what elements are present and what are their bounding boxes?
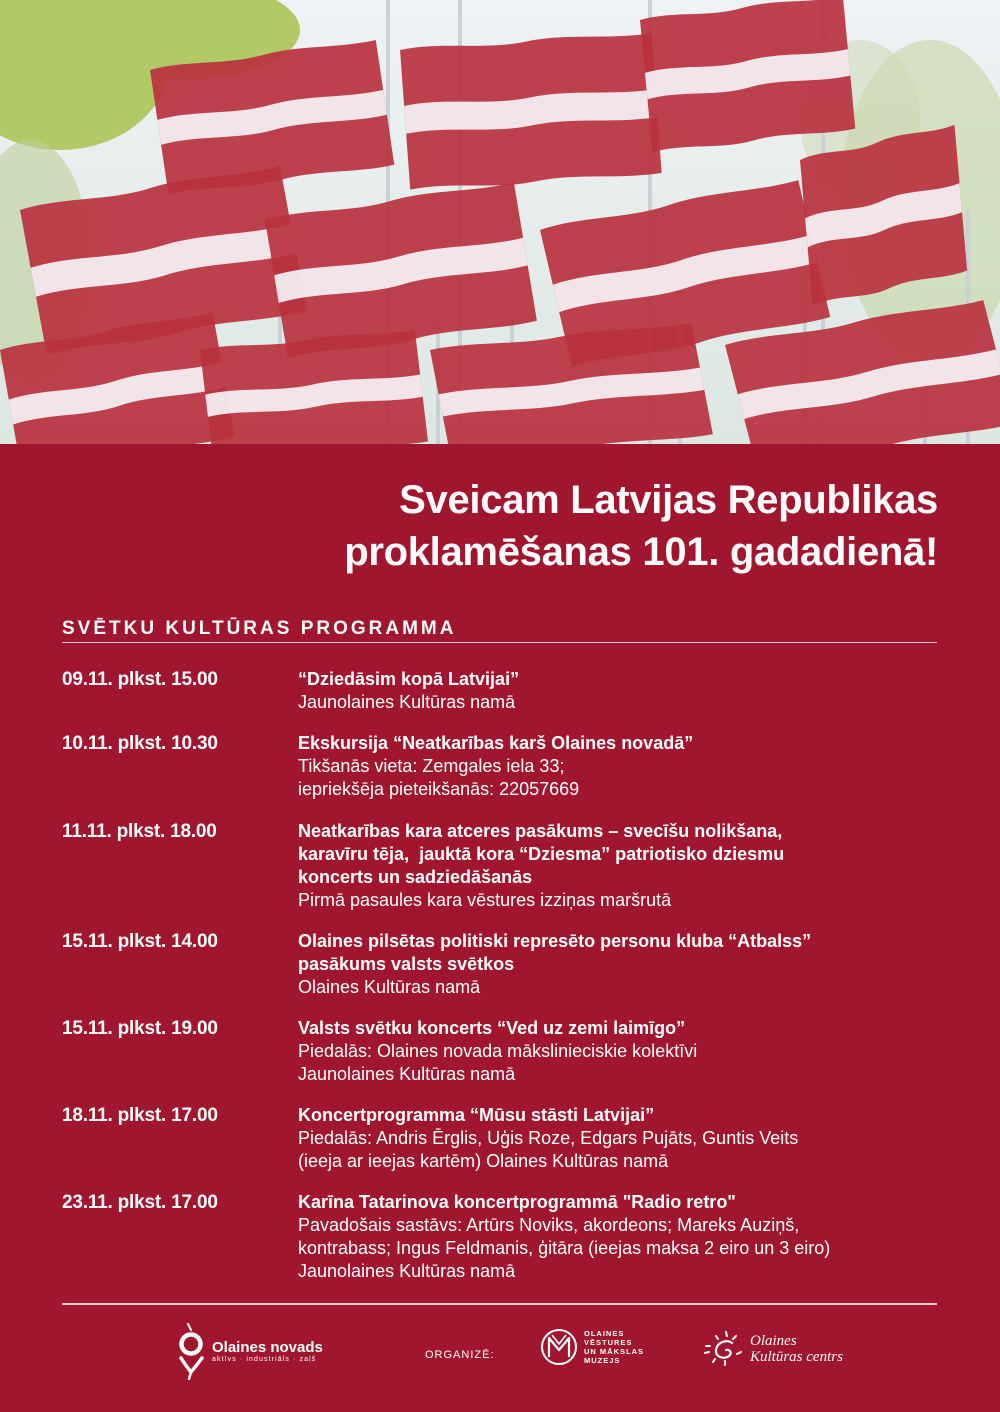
- olaine-municipality-logo: [178, 1322, 323, 1380]
- title-line-1: Sveicam Latvijas Republikas: [399, 478, 938, 522]
- culture-centre-logo-line: Olaines: [750, 1333, 797, 1349]
- event-title: Karīna Tatarinova koncertprogrammā "Radio retro": [298, 1192, 736, 1212]
- flags-illustration: [0, 0, 1000, 444]
- event-description: [298, 668, 942, 714]
- event-item: [62, 930, 942, 999]
- event-title: Olaines pilsētas politiski represēto personu kluba “Atbalss”: [298, 931, 812, 951]
- culture-centre-logo-text: [750, 1333, 843, 1365]
- museum-logo-line: UN MĀKSLAS: [584, 1347, 644, 1356]
- event-description: [298, 1104, 942, 1173]
- museum-logo-line: OLAINES: [584, 1329, 625, 1338]
- museum-logo-text: [584, 1329, 644, 1365]
- event-description: [298, 930, 942, 999]
- event-description: [298, 1017, 942, 1086]
- program-heading-text: SVĒTKU KULTŪRAS PROGRAMMA: [62, 618, 457, 639]
- event-datetime: 15.11. plkst. 19.00: [62, 1018, 218, 1039]
- event-detail: Olaines Kultūras namā: [298, 977, 481, 997]
- event-detail: Piedalās: Andris Ērglis, Uģis Roze, Edgars Pujāts, Guntis Veits: [298, 1128, 799, 1148]
- organizer-label: ORGANIZĒ:: [425, 1349, 495, 1361]
- event-detail: Pirmā pasaules kara vēstures izziņas maršrutā: [298, 890, 672, 910]
- event-item: [62, 820, 942, 912]
- event-datetime: 10.11. plkst. 10.30: [62, 733, 218, 754]
- event-title: Neatkarības kara atceres pasākums – svecīšu nolikšana,: [298, 821, 783, 841]
- event-detail: iepriekšēja pieteikšanās: 22057669: [298, 779, 580, 799]
- program-list: [62, 668, 942, 1283]
- event-title: “Dziedāsim kopā Latvijai”: [298, 669, 520, 689]
- event-detail: Tikšanās vieta: Zemgales iela 33;: [298, 756, 565, 776]
- event-description: [298, 732, 942, 801]
- museum-logo-line: MUZEJS: [584, 1356, 621, 1365]
- culture-centre-logo-line: Kultūras centrs: [750, 1349, 843, 1365]
- event-title: karavīru tēja, jauktā kora “Dziesma” patriotisko dziesmu: [298, 844, 785, 864]
- museum-logo-line: VĒSTURES: [584, 1338, 633, 1347]
- olaine-person-icon: [178, 1322, 204, 1380]
- event-title: Valsts svētku koncerts “Ved uz zemi laimīgo”: [298, 1018, 686, 1038]
- sun-icon: [702, 1330, 746, 1368]
- event-detail: Jaunolaines Kultūras namā: [298, 1064, 516, 1084]
- event-detail: kontrabass; Ingus Feldmanis, ģitāra (ieejas maksa 2 eiro un 3 eiro): [298, 1238, 831, 1258]
- museum-logo: [540, 1328, 644, 1366]
- title-line-2: proklamēšanas 101. gadadienā!: [344, 530, 938, 574]
- event-item: [62, 668, 942, 714]
- program-heading: [62, 618, 937, 643]
- footer-divider: [62, 1303, 937, 1305]
- event-detail: Piedalās: Olaines novada mākslinieciskie kolektīvi: [298, 1041, 698, 1061]
- event-item: [62, 1191, 942, 1283]
- event-title: Ekskursija “Neatkarības karš Olaines novadā”: [298, 733, 694, 753]
- event-datetime: 18.11. plkst. 17.00: [62, 1105, 218, 1126]
- culture-centre-logo: [702, 1330, 843, 1368]
- event-detail: Jaunolaines Kultūras namā: [298, 692, 516, 712]
- event-datetime: 15.11. plkst. 14.00: [62, 931, 218, 952]
- event-description: [298, 820, 942, 912]
- event-description: [298, 1191, 942, 1283]
- event-item: [62, 732, 942, 801]
- event-title: pasākums valsts svētkos: [298, 954, 515, 974]
- olaine-logo-tagline: aktīvs · industriāls · zaļš: [212, 1355, 317, 1363]
- event-datetime: 11.11. plkst. 18.00: [62, 821, 217, 842]
- event-item: [62, 1017, 942, 1086]
- event-item: [62, 1104, 942, 1173]
- event-title: koncerts un sadziedāšanās: [298, 867, 533, 887]
- event-detail: (ieeja ar ieejas kartēm) Olaines Kultūras namā: [298, 1151, 669, 1171]
- page-title: [344, 474, 938, 578]
- olaine-logo-name: Olaines novads: [212, 1338, 323, 1356]
- event-title: Koncertprogramma “Mūsu stāsti Latvijai”: [298, 1105, 655, 1125]
- event-detail: Pavadošais sastāvs: Artūrs Noviks, akordeons; Mareks Auziņš,: [298, 1215, 800, 1235]
- museum-m-circle-icon: [540, 1328, 578, 1366]
- event-datetime: 09.11. plkst. 15.00: [62, 669, 218, 690]
- hero-photo-latvian-flags: [0, 0, 1000, 444]
- event-detail: Jaunolaines Kultūras namā: [298, 1261, 516, 1281]
- olaine-logo-text: [212, 1340, 323, 1363]
- event-datetime: 23.11. plkst. 17.00: [62, 1192, 218, 1213]
